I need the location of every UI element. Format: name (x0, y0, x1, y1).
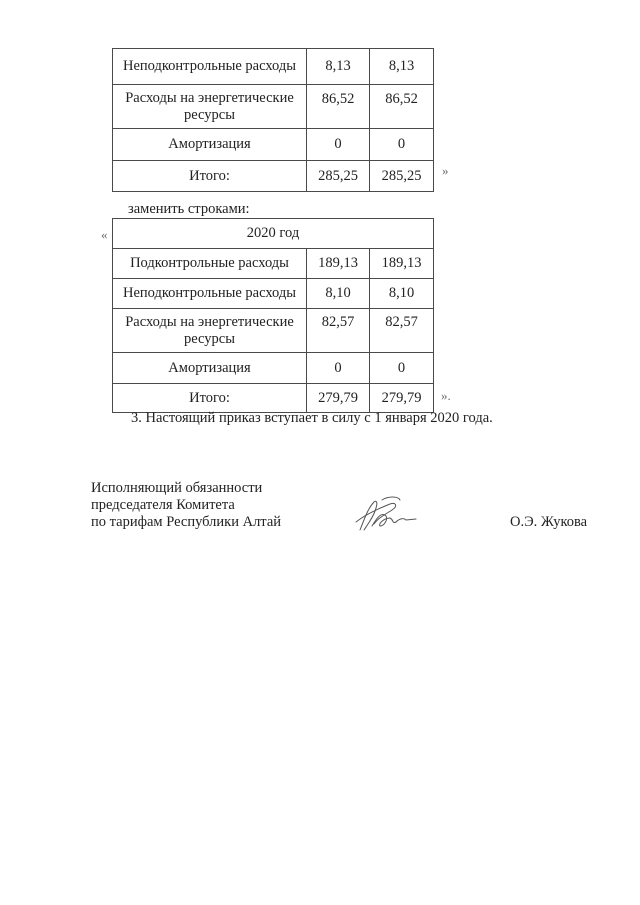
row-value: 8,13 (370, 49, 434, 85)
table-row (113, 49, 434, 85)
row-value: 0 (370, 129, 434, 161)
row-value: 189,13 (307, 249, 370, 279)
signatory-name: О.Э. Жукова (510, 514, 588, 530)
table-row (113, 384, 434, 413)
row-label: Неподконтрольные расходы (113, 279, 307, 309)
table-row (113, 249, 434, 279)
tariff-table-new (112, 218, 434, 413)
row-value: 0 (307, 353, 370, 384)
tariff-table-old (112, 48, 434, 192)
closing-quote: » (442, 163, 449, 178)
row-value: 8,10 (370, 279, 434, 309)
row-label: Расходы на энергетические ресурсы (113, 309, 307, 353)
row-value: 279,79 (307, 384, 370, 413)
table-row (113, 309, 434, 353)
signatory-title-line: по тарифам Республики Алтай (91, 514, 282, 530)
table-row (113, 353, 434, 384)
row-value: 82,57 (370, 309, 434, 353)
row-value: 82,57 (307, 309, 370, 353)
row-value: 8,10 (307, 279, 370, 309)
row-value: 279,79 (370, 384, 434, 413)
table-row (113, 85, 434, 129)
paragraph-3: 3. Настоящий приказ вступает в силу с 1 января 2020 года. (131, 410, 493, 426)
handwritten-signature (352, 494, 420, 536)
opening-quote: « (101, 227, 108, 242)
row-value: 285,25 (307, 161, 370, 192)
table-row (113, 279, 434, 309)
row-value: 86,52 (307, 85, 370, 129)
closing-quote: ». (441, 388, 451, 403)
table-row (113, 161, 434, 192)
row-value: 189,13 (370, 249, 434, 279)
replace-text: заменить строками: (128, 201, 250, 217)
row-value: 0 (307, 129, 370, 161)
table-row (113, 129, 434, 161)
row-value: 8,13 (307, 49, 370, 85)
row-label: Расходы на энергетические ресурсы (113, 85, 307, 129)
row-label: Амортизация (113, 129, 307, 161)
signatory-title-line: Исполняющий обязанности (91, 480, 263, 496)
row-label: Неподконтрольные расходы (113, 49, 307, 85)
table-header-row (113, 219, 434, 249)
row-value: 86,52 (370, 85, 434, 129)
row-label: Амортизация (113, 353, 307, 384)
row-label: Итого: (113, 161, 307, 192)
row-value: 0 (370, 353, 434, 384)
year-header: 2020 год (113, 219, 434, 249)
row-label: Подконтрольные расходы (113, 249, 307, 279)
row-value: 285,25 (370, 161, 434, 192)
row-label: Итого: (113, 384, 307, 413)
signatory-title-line: председателя Комитета (91, 497, 235, 513)
